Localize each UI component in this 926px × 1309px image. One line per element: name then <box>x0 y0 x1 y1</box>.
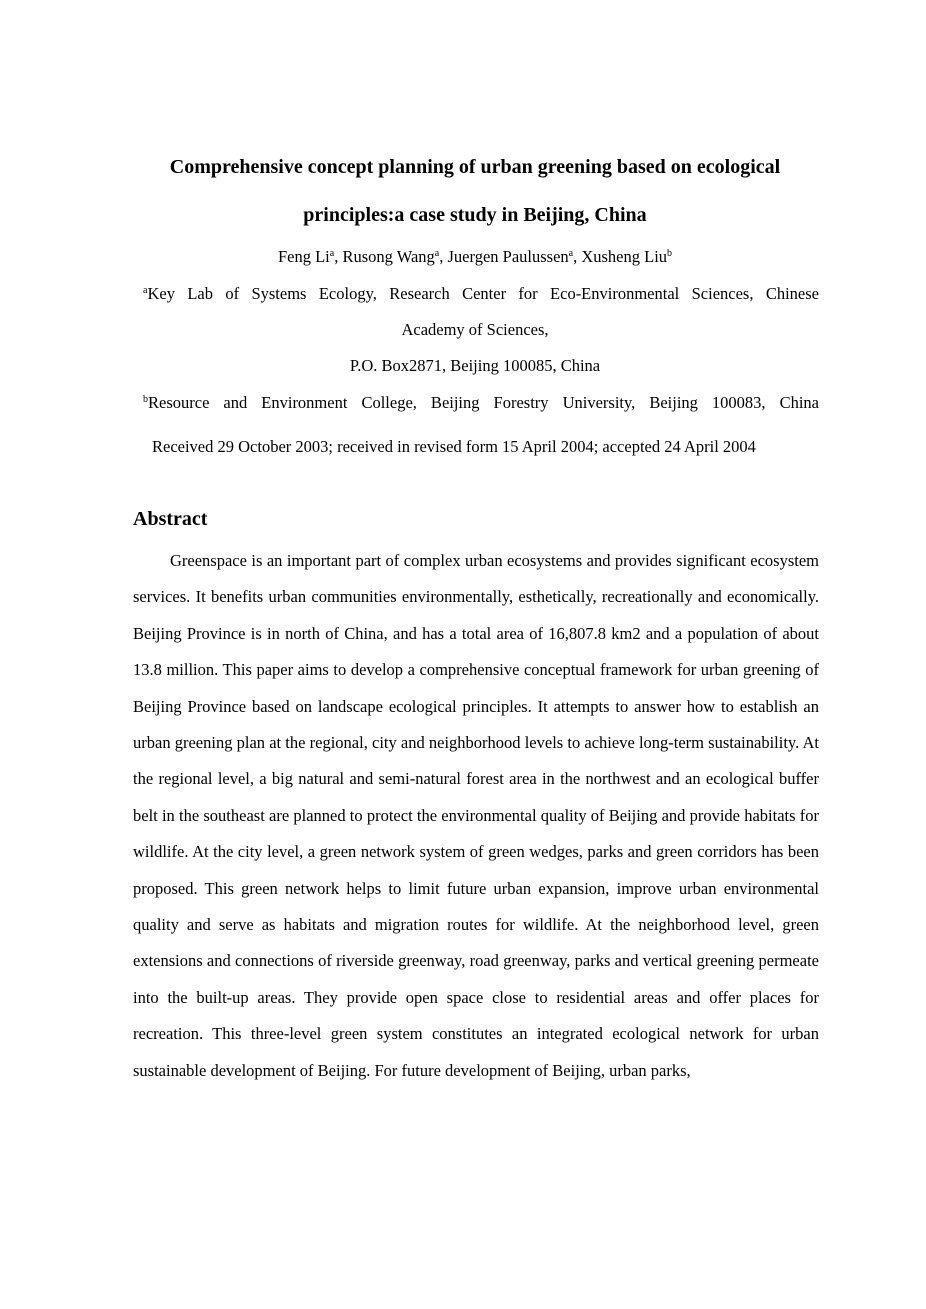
author-affiliation-mark: b <box>667 248 673 259</box>
author-name: Rusong Wang <box>342 247 435 266</box>
affiliation-b <box>143 393 819 413</box>
author-name: Xusheng Liu <box>581 247 668 266</box>
abstract-body: Greenspace is an important part of complex urban ecosystems and provides significant ecosystem services. It benefits urban communities environmentally, esthetically, recreationally and economically. Beijing Province is in north of China, and has a total area of 16,807.8 km2 and a population of about 13.8 million. This paper aims to develop a comprehensive conceptual framework for urban greening of Beijing Province based on landscape ecological principles. It attempts to answer how to establish an urban greening plan at the regional, city and neighborhood levels to achieve long-term sustainability. At the regional level, a big natural and semi-natural forest area in the northwest and an ecological buffer belt in the southeast are planned to protect the environmental quality of Beijing and provide habitats for wildlife. At the city level, a green network system of green wedges, parks and green corridors has been proposed. This green network helps to limit future urban expansion, improve urban environmental quality and serve as habitats and migration routes for wildlife. At the neighborhood level, green extensions and connections of riverside greenway, road greenway, parks and vertical greening permeate into the built-up areas. They provide open space close to residential areas and offer places for recreation. This three-level green system constitutes an integrated ecological network for urban sustainable development of Beijing. For future development of Beijing, urban parks, <box>133 551 819 1080</box>
received-dates: Received 29 October 2003; received in revised form 15 April 2004; accepted 24 April 2004 <box>152 437 756 456</box>
author-separator: , <box>334 247 343 266</box>
author-name: Feng Li <box>277 247 330 266</box>
author-list <box>100 247 850 267</box>
author-affiliation-mark: a <box>329 248 335 259</box>
paper-title-line-2: principles:a case study in Beijing, China <box>303 204 647 226</box>
affiliation-a-text: Key Lab of Systems Ecology, Research Center for Eco-Environmental Sciences, Chinese <box>147 284 819 303</box>
author-affiliation-mark: a <box>568 248 574 259</box>
affiliation-a-address: P.O. Box2871, Beijing 100085, China <box>349 356 601 375</box>
affiliation-b-text: Resource and Environment College, Beijing Forestry University, Beijing 100083, China <box>148 393 819 412</box>
affiliation-b-mark: b <box>143 394 148 405</box>
paper-title-line-1: Comprehensive concept planning of urban greening based on ecological <box>169 156 781 178</box>
affiliation-a-mark: a <box>143 285 148 296</box>
affiliation-a-line-1 <box>143 284 819 304</box>
affiliation-a-line-2: Academy of Sciences, <box>401 320 549 339</box>
abstract-heading: Abstract <box>133 508 208 530</box>
author-affiliation-mark: a <box>434 248 440 259</box>
author-name: Juergen Paulussen <box>447 247 569 266</box>
author-separator: , <box>439 247 448 266</box>
author-separator: , <box>573 247 582 266</box>
